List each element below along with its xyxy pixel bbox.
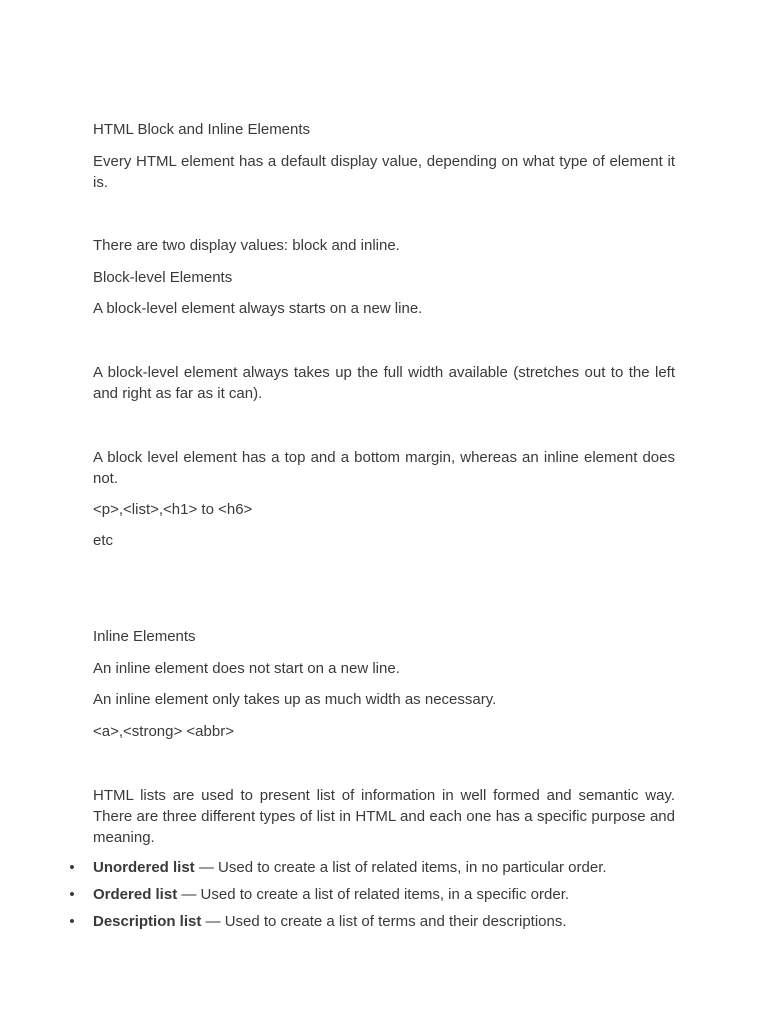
display-values-paragraph: There are two display values: block and inline. [93, 237, 400, 254]
block-paragraph-2: A block-level element always takes up the full width available (stretches out to the left and right as far as it can). [93, 364, 675, 402]
list-item-term: Unordered list [93, 859, 195, 876]
list-types [67, 857, 687, 938]
inline-examples: <a>,<strong> <abbr> [93, 723, 234, 740]
inline-paragraph-2: An inline element only takes up as much width as necessary. [93, 691, 497, 708]
document-title: HTML Block and Inline Elements [93, 121, 311, 138]
block-etc: etc [93, 532, 114, 549]
bullet-icon: • [69, 886, 75, 903]
bullet-icon: • [69, 859, 75, 876]
list-item-description: — Used to create a list of terms and their descriptions. [201, 913, 567, 930]
block-examples: <p>,<list>,<h1> to <h6> [93, 501, 253, 518]
list-item [67, 857, 687, 884]
list-item-term: Description list [93, 913, 202, 930]
lists-intro-paragraph: HTML lists are used to present list of information in well formed and semantic way. There are three different types of list in HTML and each one has a specific purpose and meaning. [93, 787, 675, 846]
bullet-icon: • [69, 913, 75, 930]
inline-paragraph-1: An inline element does not start on a new line. [93, 660, 400, 677]
list-item-description: — Used to create a list of related items, in a specific order. [177, 886, 570, 903]
inline-heading: Inline Elements [93, 628, 196, 645]
list-item-term: Ordered list [93, 886, 178, 903]
block-heading: Block-level Elements [93, 269, 233, 286]
block-paragraph-1: A block-level element always starts on a new line. [93, 300, 423, 317]
list-item-description: — Used to create a list of related items, in no particular order. [194, 859, 607, 876]
list-item [67, 911, 687, 938]
list-item [67, 884, 687, 911]
block-paragraph-3: A block level element has a top and a bottom margin, whereas an inline element does not. [93, 449, 675, 487]
intro-paragraph: Every HTML element has a default display value, depending on what type of element it is. [93, 153, 675, 191]
